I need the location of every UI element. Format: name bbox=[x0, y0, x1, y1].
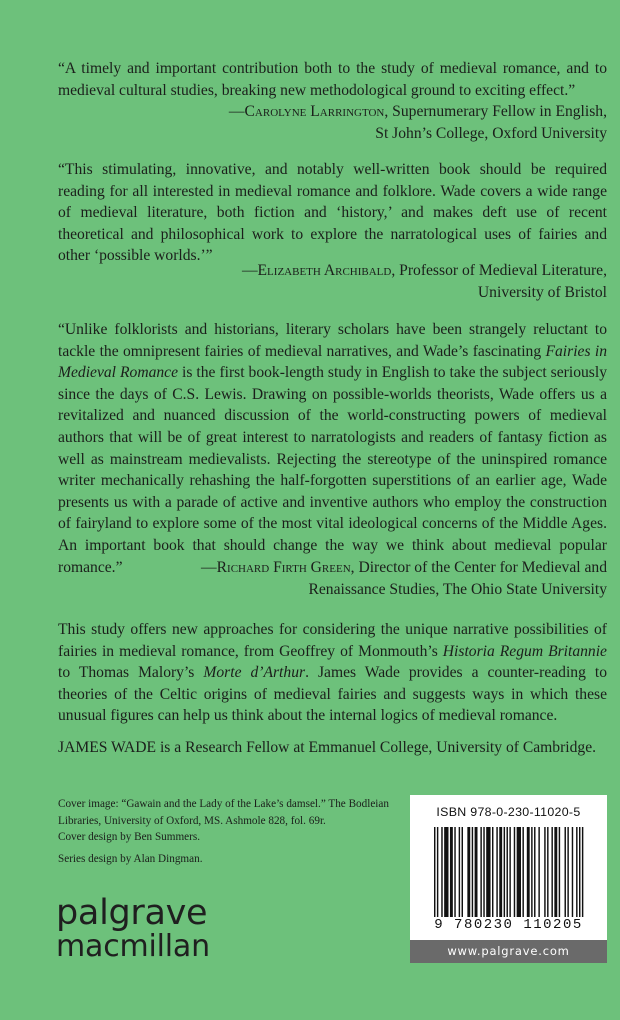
review-attribution-1 bbox=[87, 101, 607, 144]
barcode-bar bbox=[554, 827, 557, 917]
quote-text: “Unlike folklorists and historians, literary scholars have been strangely reluctant to tackle the omnipresent fairies of medieval narratives, and Wade’s fascinating bbox=[58, 321, 607, 360]
barcode-bar bbox=[576, 827, 577, 917]
book-description bbox=[58, 619, 607, 727]
reviewer-name: —Elizabeth Archibald bbox=[241, 262, 392, 279]
reviewer-institution: St John’s College, Oxford University bbox=[375, 124, 607, 142]
barcode-bar bbox=[441, 827, 442, 917]
cover-image-credit: Cover image: “Gawain and the Lady of the Lake’s damsel.” The Bodleian Libraries, University of Oxford, MS. Ashmole 828, fol. 69r. bbox=[58, 798, 389, 827]
barcode-bar bbox=[567, 827, 568, 917]
quote-text: is the first book-length study in English to take the subject seriously since the days of C.S. Lewis. Drawing on possible-worlds theorists, Wade offers us a revitalized and nuanced discussion of the world-constructing powers of medieval authors that will be of great interest to narratologists and readers of fantasy fiction as well as mainstream medievalists. Rejecting the stereotype of the uninspired romance writer mechanically rehashing the half-forgotten superstitions of an earlier age, Wade presents us with a parade of active and inventive authors who employ the construction of fairyland to explore some of the most vital ideological concerns of the Middle Ages. An important book that should change the way we think about medieval popular romance.” bbox=[58, 364, 607, 576]
isbn-label: ISBN 978-0-230-11020-5 bbox=[436, 805, 581, 819]
barcode-bar bbox=[534, 827, 535, 917]
barcode-bar bbox=[531, 827, 532, 917]
barcode bbox=[430, 827, 592, 917]
barcode-bar bbox=[551, 827, 552, 917]
book-title: Fairies in Medieval Romance bbox=[58, 342, 607, 382]
barcode-bar bbox=[467, 827, 470, 917]
publisher-website: www.palgrave.com bbox=[410, 940, 607, 963]
cover-design-credit: Cover design by Ben Summers. bbox=[58, 831, 201, 843]
barcode-bar bbox=[565, 827, 566, 917]
barcode-bar bbox=[538, 827, 539, 917]
barcode-bar bbox=[559, 827, 560, 917]
work-title: Morte d’Arthur bbox=[203, 664, 306, 682]
reviewer-institution: University of Bristol bbox=[477, 283, 607, 301]
barcode-bar bbox=[504, 827, 505, 917]
barcode-bar bbox=[472, 827, 473, 917]
barcode-bar bbox=[454, 827, 455, 917]
barcode-bar bbox=[579, 827, 580, 917]
barcode-bar bbox=[527, 827, 530, 917]
barcode-bar bbox=[483, 827, 484, 917]
barcode-bar bbox=[475, 827, 478, 917]
barcode-bar bbox=[462, 827, 463, 917]
barcode-bar bbox=[547, 827, 548, 917]
barcode-bar bbox=[517, 827, 521, 917]
author-bio: JAMES WADE is a Research Fellow at Emmanuel College, University of Cambridge. bbox=[58, 739, 597, 756]
barcode-bar bbox=[499, 827, 502, 917]
work-title: Historia Regum Britannie bbox=[442, 642, 607, 660]
barcode-bar bbox=[450, 827, 453, 917]
series-design-credit: Series design by Alan Dingman. bbox=[58, 853, 203, 865]
barcode-bar bbox=[434, 827, 435, 917]
barcode-bar bbox=[437, 827, 438, 917]
reviewer-affiliation: , Professor of Medieval Literature, bbox=[391, 262, 607, 279]
barcode-bar bbox=[544, 827, 545, 917]
barcode-bar bbox=[486, 827, 490, 917]
description-text: to Thomas Malory’s bbox=[58, 664, 204, 682]
reviewer-affiliation: , Director of the Center for Medieval and bbox=[350, 559, 607, 576]
barcode-bar bbox=[522, 827, 523, 917]
reviewer-name: —Carolyne Larrington bbox=[228, 103, 385, 120]
barcode-bar bbox=[492, 827, 493, 917]
barcode-bar bbox=[459, 827, 460, 917]
publisher-logo-macmillan: macmillan bbox=[56, 929, 210, 964]
isbn-digits: 9 780230 110205 bbox=[434, 917, 583, 933]
review-attribution-2 bbox=[87, 260, 607, 303]
publisher-logo-palgrave: palgrave bbox=[56, 893, 208, 933]
barcode-bar bbox=[572, 827, 573, 917]
barcode-bar bbox=[496, 827, 497, 917]
barcode-bar bbox=[480, 827, 481, 917]
reviewer-institution: Renaissance Studies, The Ohio State University bbox=[308, 580, 607, 598]
review-quote-1: “A timely and important contribution both to the study of medieval romance, and to medieval cultural studies, breaking new methodological ground to exciting effect.” bbox=[58, 60, 607, 99]
review-attribution-3 bbox=[87, 557, 607, 600]
barcode-bar bbox=[444, 827, 448, 917]
review-quote-3 bbox=[58, 319, 607, 578]
review-quote-2: “This stimulating, innovative, and notably well-written book should be required reading for all interested in medieval romance and folklore. Wade covers a wide range of medieval literature, both fiction and ‘history,’ and makes deft use of recent theoretical and philosophical work to explore the narratological uses of fairies and other ‘possible worlds.’” bbox=[58, 161, 607, 265]
barcode-bar bbox=[509, 827, 510, 917]
barcode-bar bbox=[514, 827, 515, 917]
barcode-bar bbox=[507, 827, 508, 917]
reviewer-name: —Richard Firth Green bbox=[201, 559, 351, 576]
description-text: This study offers new approaches for considering the unique narrative possibilities of fairies in medieval romance, from Geoffrey of Monmouth’s bbox=[58, 621, 607, 660]
barcode-bar bbox=[582, 827, 583, 917]
reviewer-affiliation: , Supernumerary Fellow in English, bbox=[384, 103, 607, 120]
description-text: . James Wade provides a counter-reading to theories of the Celtic origins of medieval fairies and suggests ways in which these unusual figures can help us think about the internal logics of medieval romance. bbox=[58, 664, 607, 725]
barcode-box bbox=[410, 795, 607, 963]
